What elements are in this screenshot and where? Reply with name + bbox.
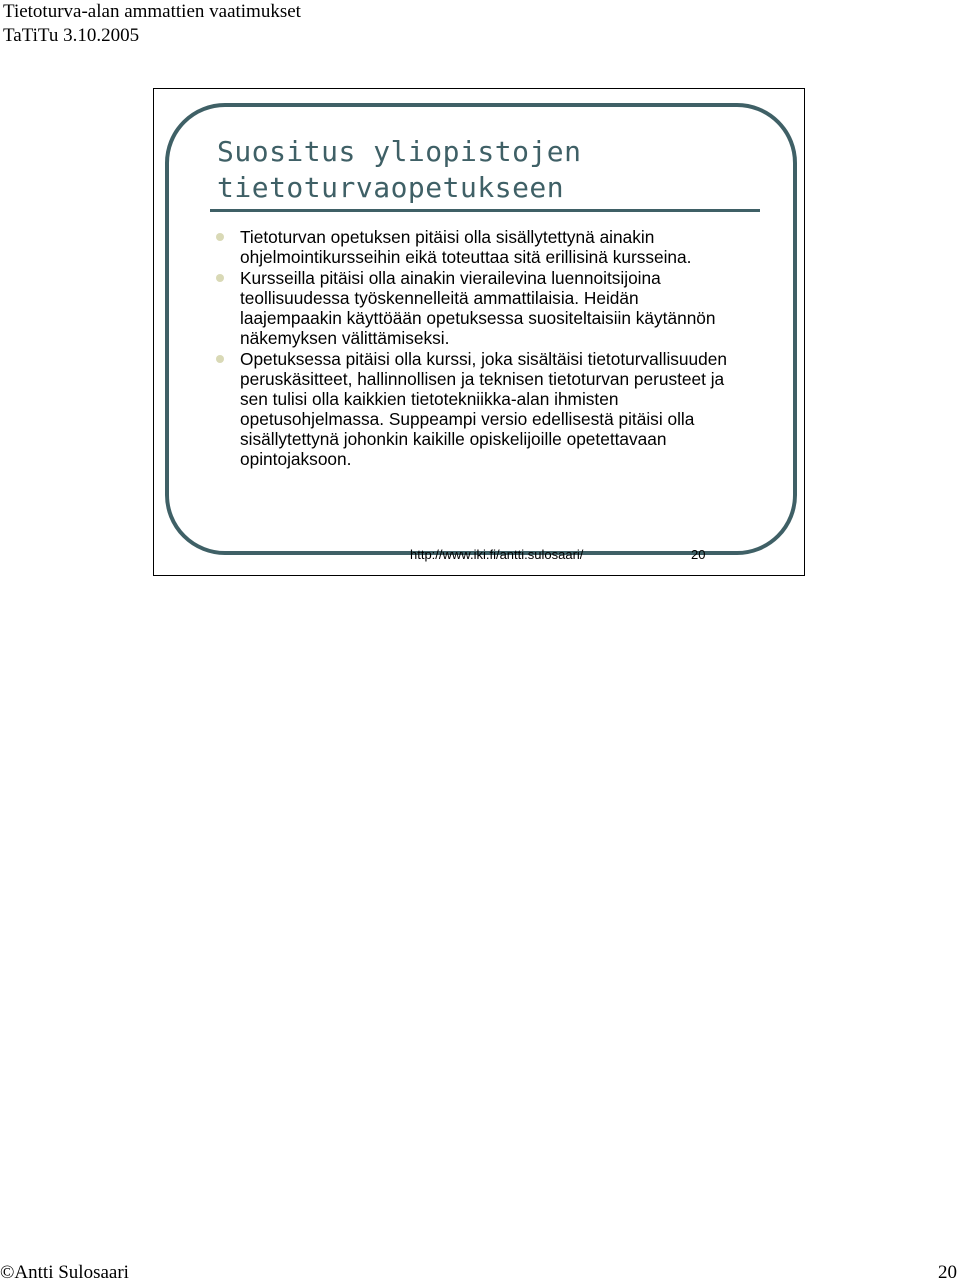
slide-url: http://www.iki.fi/antti.sulosaari/ bbox=[410, 547, 584, 562]
document-subtitle: TaTiTu 3.10.2005 bbox=[3, 25, 140, 46]
footer-author: ©Antti Sulosaari bbox=[0, 1262, 129, 1283]
page-header bbox=[3, 0, 301, 48]
slide-title bbox=[217, 134, 777, 206]
bullet-dot-icon bbox=[216, 233, 224, 241]
slide-title-line-1: Suositus yliopistojen bbox=[217, 135, 582, 168]
bullet-item bbox=[216, 227, 736, 267]
bullet-text: Opetuksessa pitäisi olla kurssi, joka sisältäisi tietoturvallisuuden peruskäsitteet, hallinnollisen ja teknisen tietoturvan perusteet ja sen tulisi olla kaikkien tietotekniikka-alan ihmisten opetusohjelmassa. Suppeampi versio edellisestä pitäisi olla sisällytettynä johonkin kaikille opiskelijoille opetettavaan opintojaksoon. bbox=[240, 349, 727, 469]
slide-frame bbox=[153, 88, 805, 576]
title-divider bbox=[210, 209, 760, 212]
bullet-item bbox=[216, 349, 736, 469]
bullet-list bbox=[216, 227, 736, 470]
footer-page-number: 20 bbox=[938, 1262, 957, 1283]
bullet-text: Kursseilla pitäisi olla ainakin vierailevina luennoitsijoina teollisuudessa työskennelleitä ammattilaisia. Heidän laajempaakin käyttöään opetuksessa suositeltaisiin käytännön näkemyksen välittämiseksi. bbox=[240, 268, 716, 348]
slide-number: 20 bbox=[691, 547, 706, 562]
bullet-item bbox=[216, 268, 736, 348]
bullet-dot-icon bbox=[216, 274, 224, 282]
slide-title-line-2: tietoturvaopetukseen bbox=[217, 171, 565, 204]
bullet-text: Tietoturvan opetuksen pitäisi olla sisällytettynä ainakin ohjelmointikursseihin eikä toteuttaa sitä erillisinä kursseina. bbox=[240, 227, 692, 267]
bullet-dot-icon bbox=[216, 355, 224, 363]
document-title: Tietoturva-alan ammattien vaatimukset bbox=[3, 1, 301, 22]
